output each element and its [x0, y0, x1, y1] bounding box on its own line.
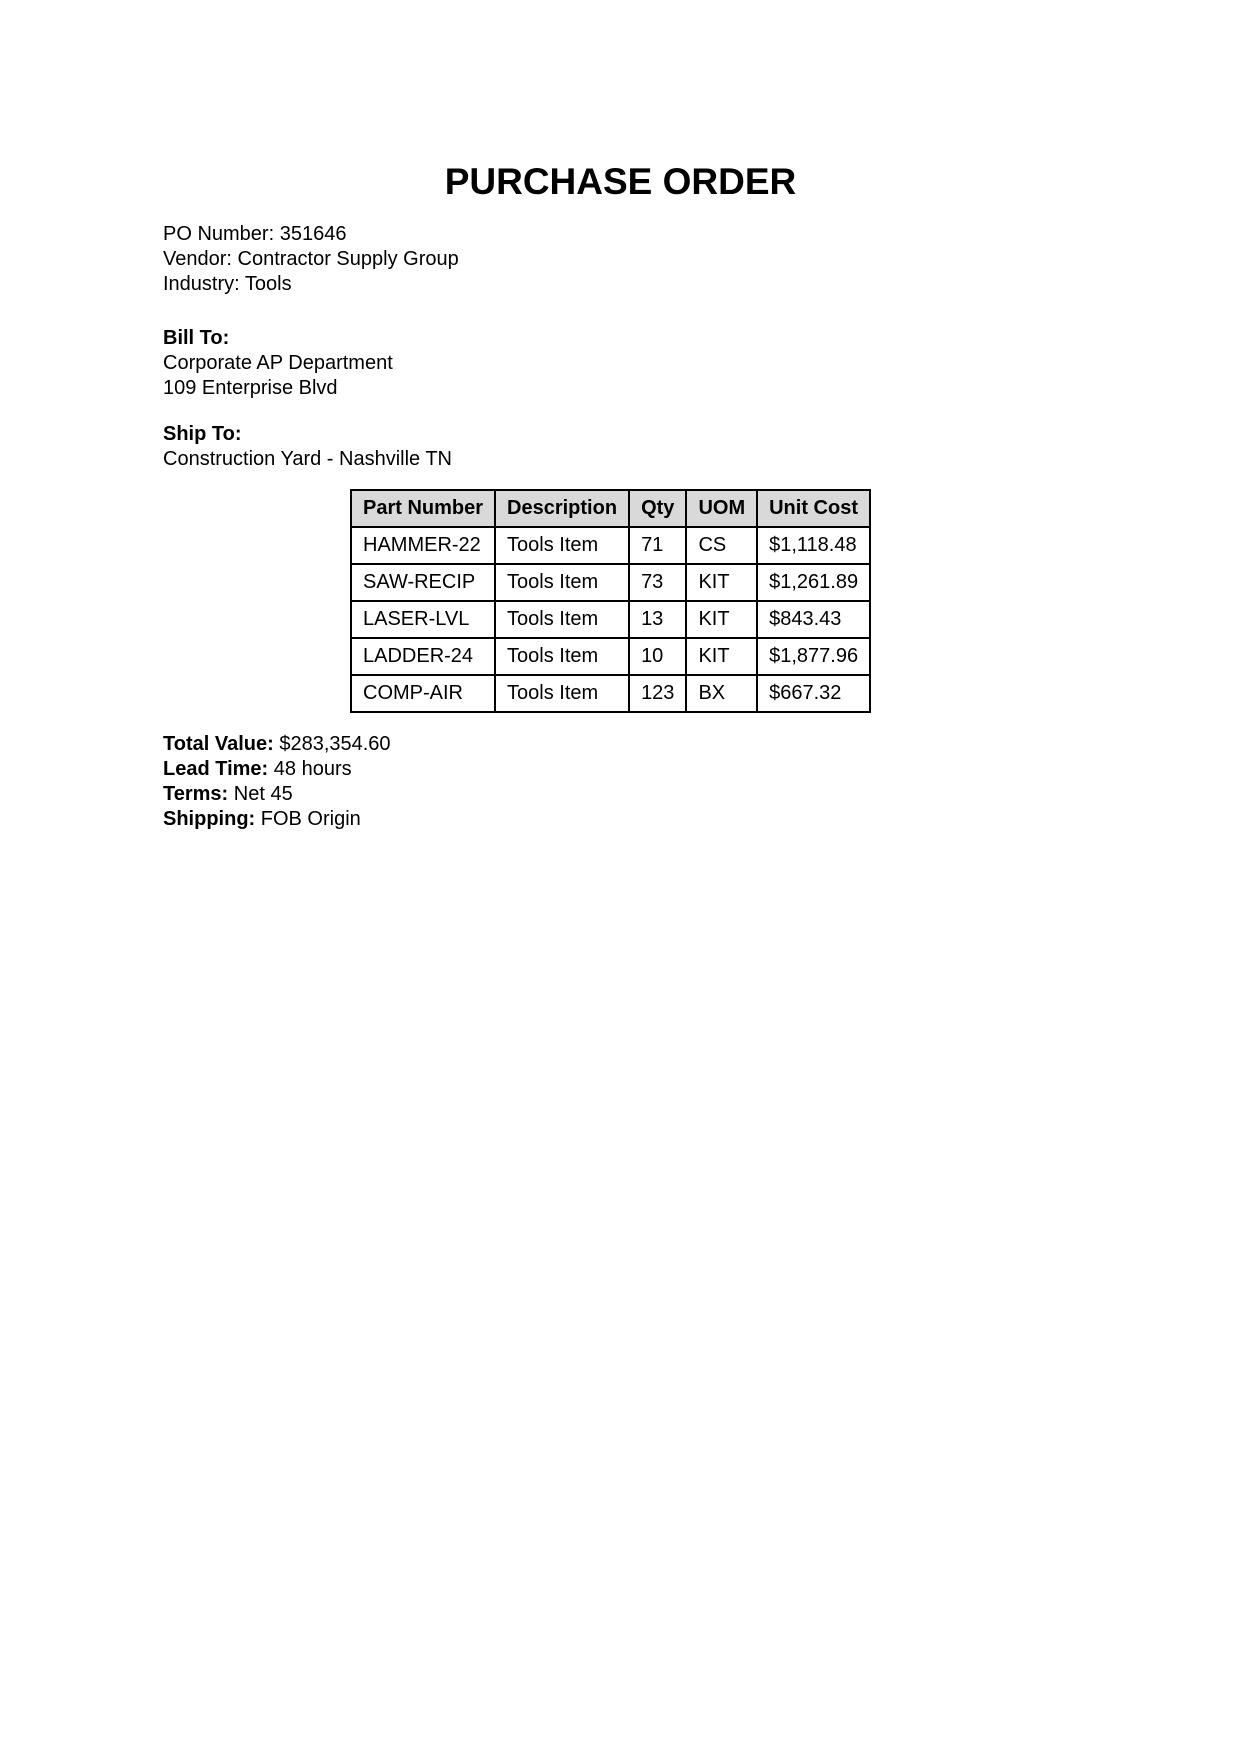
cell-unit-cost: $1,118.48: [757, 527, 870, 564]
cell-uom: KIT: [686, 564, 757, 601]
table-row: [351, 638, 870, 675]
shipping-value: FOB Origin: [255, 808, 361, 830]
cell-unit-cost: $1,261.89: [757, 564, 870, 601]
cell-part-number: SAW-RECIP: [351, 564, 495, 601]
cell-description: Tools Item: [495, 638, 629, 675]
column-header-qty: Qty: [629, 490, 686, 527]
cell-unit-cost: $667.32: [757, 675, 870, 712]
cell-description: Tools Item: [495, 564, 629, 601]
cell-uom: BX: [686, 675, 757, 712]
cell-uom: KIT: [686, 638, 757, 675]
cell-qty: 73: [629, 564, 686, 601]
cell-qty: 13: [629, 601, 686, 638]
industry: Industry: Tools: [163, 273, 292, 295]
cell-uom: CS: [686, 527, 757, 564]
cell-description: Tools Item: [495, 675, 629, 712]
lead-time-label: Lead Time:: [163, 758, 269, 780]
total-value-label: Total Value:: [163, 733, 274, 755]
column-header-uom: UOM: [686, 490, 757, 527]
cell-qty: 71: [629, 527, 686, 564]
shipping-line: [163, 807, 391, 832]
cell-description: Tools Item: [495, 527, 629, 564]
line-items-table: [350, 489, 871, 713]
lead-time-value: 48 hours: [268, 758, 352, 780]
cell-unit-cost: $843.43: [757, 601, 870, 638]
cell-part-number: LADDER-24: [351, 638, 495, 675]
column-header-unit-cost: Unit Cost: [757, 490, 870, 527]
ship-to-label: Ship To:: [163, 423, 242, 445]
column-header-description: Description: [495, 490, 629, 527]
order-summary: [163, 732, 391, 832]
bill-to-label: Bill To:: [163, 327, 230, 349]
cell-qty: 10: [629, 638, 686, 675]
po-number: PO Number: 351646: [163, 223, 347, 245]
total-value: $283,354.60: [273, 733, 391, 755]
table-header-row: [351, 490, 870, 527]
shipping-label: Shipping:: [163, 808, 256, 830]
terms-line: [163, 782, 391, 807]
total-value-line: [163, 732, 391, 757]
bill-to-line-1: Corporate AP Department: [163, 352, 393, 374]
table-row: [351, 601, 870, 638]
table-row: [351, 527, 870, 564]
ship-to-line-1: Construction Yard - Nashville TN: [163, 448, 453, 470]
column-header-part-number: Part Number: [351, 490, 495, 527]
table-row: [351, 564, 870, 601]
lead-time-line: [163, 757, 391, 782]
cell-part-number: LASER-LVL: [351, 601, 495, 638]
po-header-info: [163, 222, 459, 297]
cell-unit-cost: $1,877.96: [757, 638, 870, 675]
page-title: PURCHASE ORDER: [444, 161, 797, 202]
ship-to-section: [163, 422, 452, 472]
cell-part-number: HAMMER-22: [351, 527, 495, 564]
vendor: Vendor: Contractor Supply Group: [163, 248, 459, 270]
bill-to-line-2: 109 Enterprise Blvd: [163, 377, 338, 399]
cell-uom: KIT: [686, 601, 757, 638]
cell-description: Tools Item: [495, 601, 629, 638]
terms-label: Terms:: [163, 783, 229, 805]
cell-part-number: COMP-AIR: [351, 675, 495, 712]
cell-qty: 123: [629, 675, 686, 712]
terms-value: Net 45: [228, 783, 293, 805]
table-row: [351, 675, 870, 712]
bill-to-section: [163, 326, 393, 401]
